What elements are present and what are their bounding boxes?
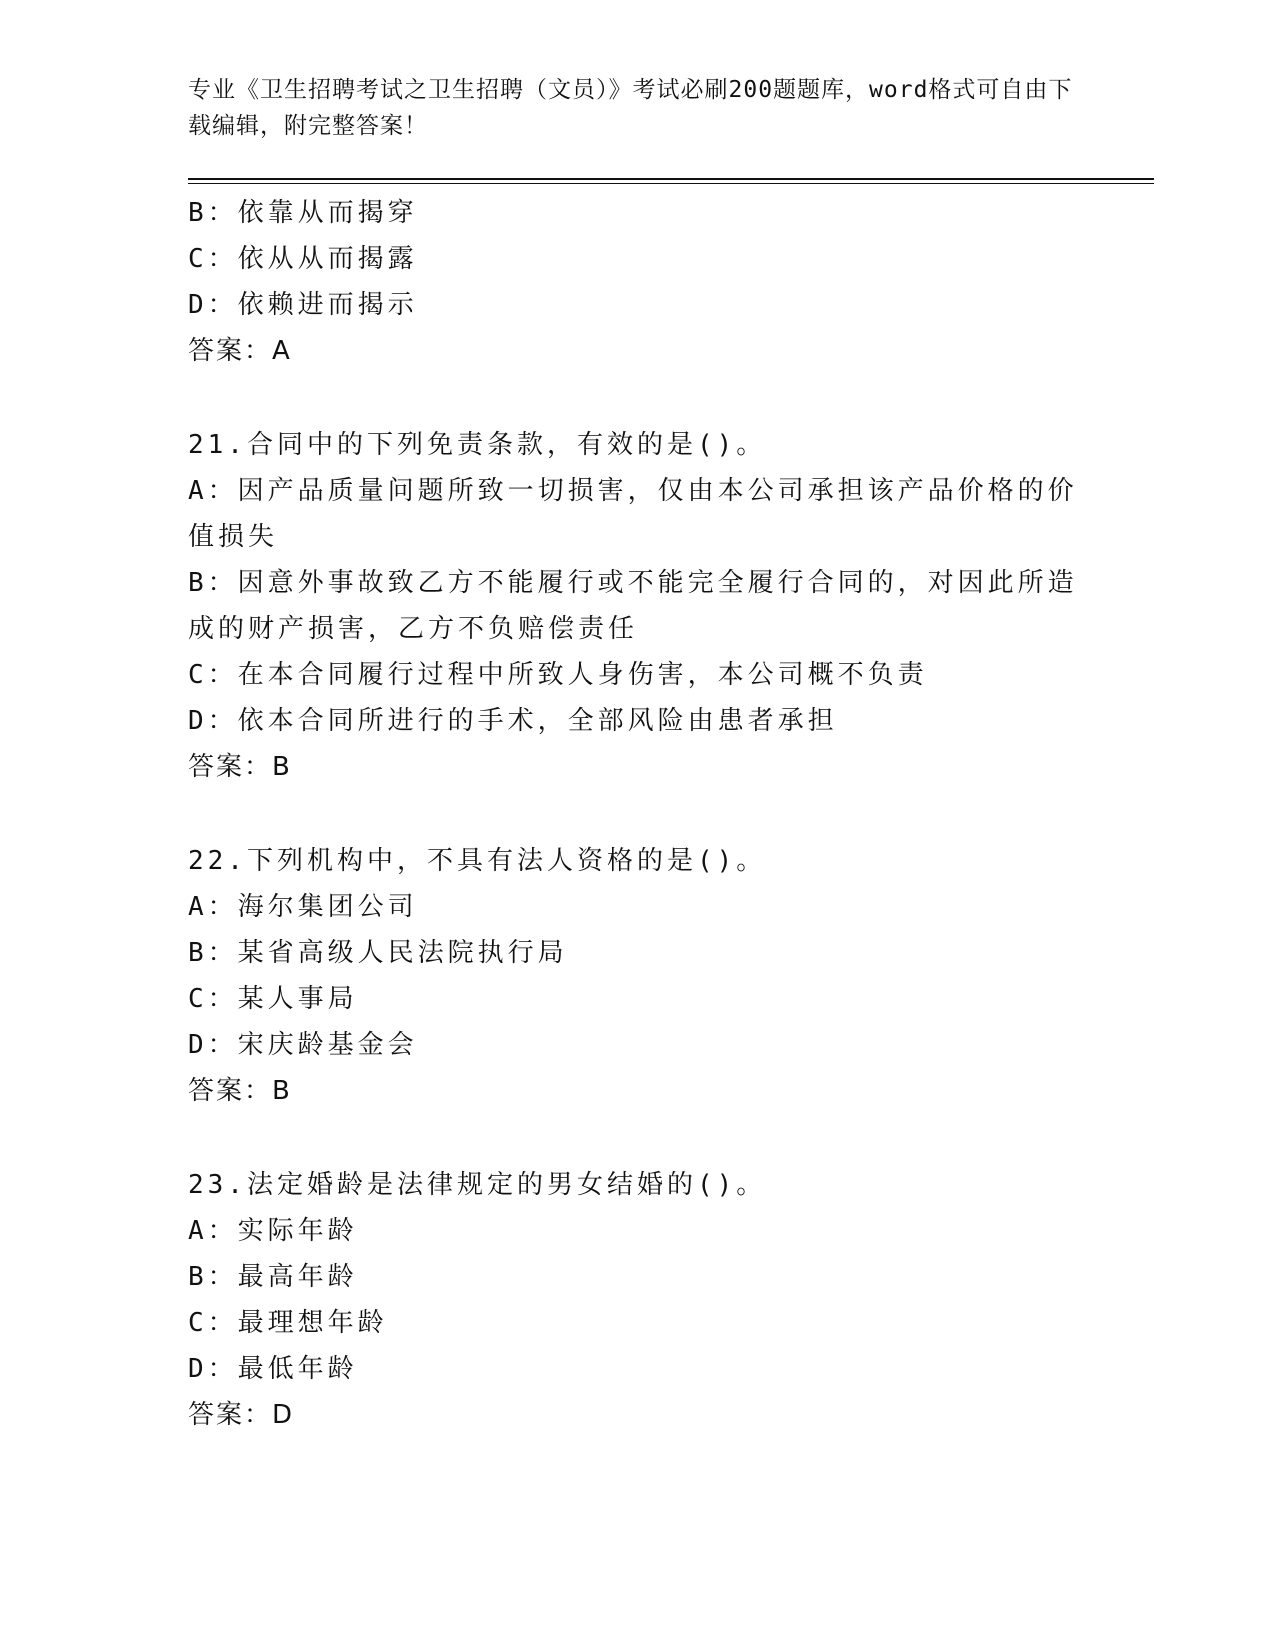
document-header: 专业《卫生招聘考试之卫生招聘（文员）》考试必刷200题题库，word格式可自由下载编辑，附完整答案！ [188, 77, 1073, 139]
option-b: B：依靠从而揭穿 [188, 198, 418, 228]
option-a: A：因产品质量问题所致一切损害，仅由本公司承担该产品价格的价值损失 [188, 476, 1078, 552]
option-b: B：某省高级人民法院执行局 [188, 938, 568, 968]
answer-line: 答案：A [188, 336, 292, 366]
option-c: C：最理想年龄 [188, 1308, 388, 1338]
question-21 [188, 422, 1088, 790]
option-a: A：海尔集团公司 [188, 892, 418, 922]
option-b: B：最高年龄 [188, 1262, 358, 1292]
option-c: C：依从从而揭露 [188, 244, 418, 274]
question-stem: 23.法定婚龄是法律规定的男女结婚的()。 [188, 1170, 767, 1200]
header-rule-thick [188, 178, 1154, 180]
option-d: D：依本合同所进行的手术，全部风险由患者承担 [188, 706, 838, 736]
question-23 [188, 1162, 1088, 1438]
question-stem: 22.下列机构中，不具有法人资格的是()。 [188, 846, 767, 876]
option-c: C：某人事局 [188, 984, 358, 1014]
header-rule-thin [188, 183, 1154, 184]
option-d: D：宋庆龄基金会 [188, 1030, 418, 1060]
answer-line: 答案：B [188, 752, 292, 782]
option-d: D：依赖进而揭示 [188, 290, 418, 320]
answer-line: 答案：D [188, 1400, 295, 1430]
question-stem: 21.合同中的下列免责条款，有效的是()。 [188, 430, 767, 460]
document-body [188, 190, 1088, 1438]
option-a: A：实际年龄 [188, 1216, 358, 1246]
prev-question-block [188, 190, 1088, 374]
option-d: D：最低年龄 [188, 1354, 358, 1384]
option-b: B：因意外事故致乙方不能履行或不能完全履行合同的，对因此所造成的财产损害，乙方不负赔偿责任 [188, 568, 1078, 644]
option-c: C：在本合同履行过程中所致人身伤害，本公司概不负责 [188, 660, 928, 690]
question-22 [188, 838, 1088, 1114]
answer-line: 答案：B [188, 1076, 292, 1106]
